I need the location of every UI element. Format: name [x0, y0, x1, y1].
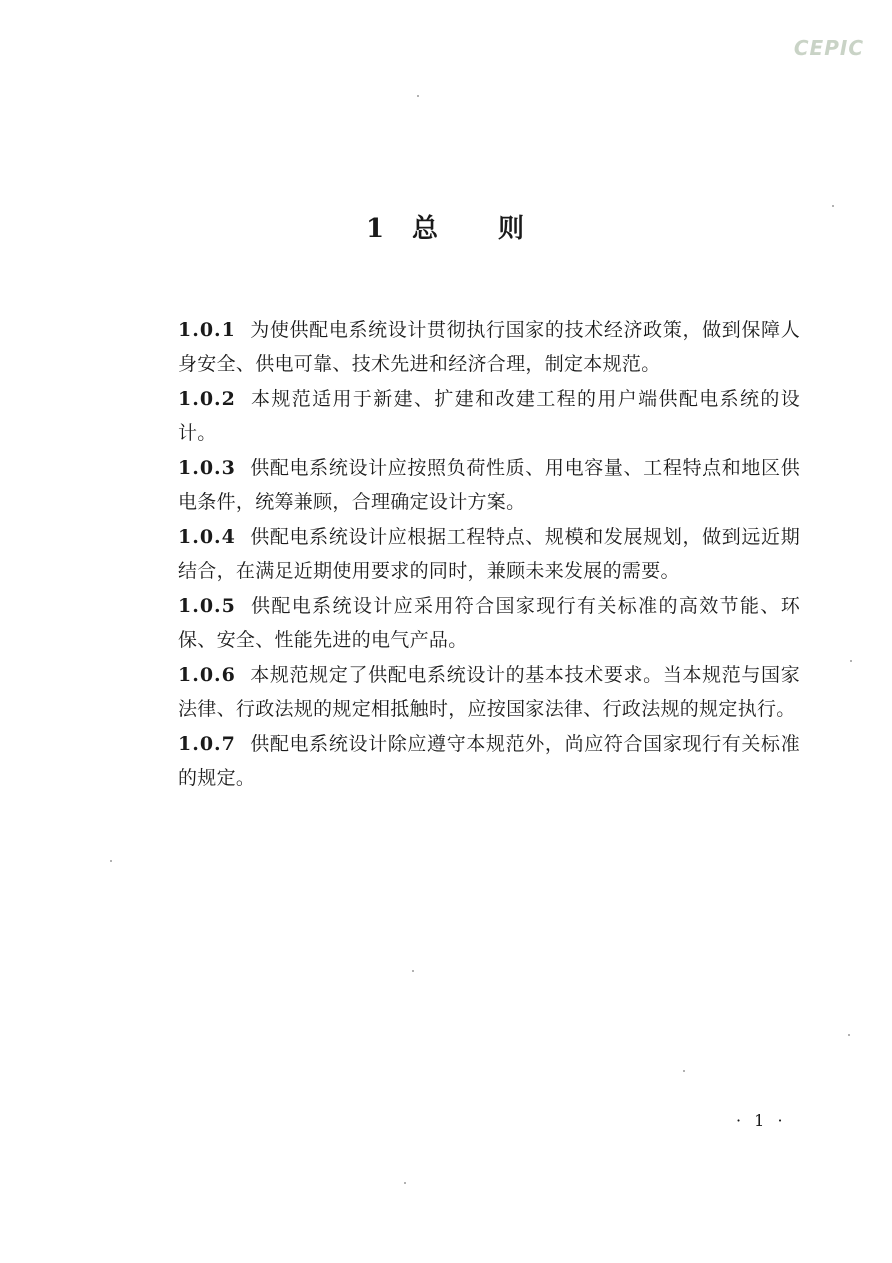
clause-number: 1.0.4 [178, 526, 236, 548]
clause-text: 供配电系统设计应采用符合国家现行有关标准的高效节能、环保、安全、性能先进的电气产品。 [178, 595, 800, 651]
scan-speck [683, 1070, 685, 1072]
clause-text: 供配电系统设计除应遵守本规范外，尚应符合国家现行有关标准的规定。 [178, 733, 800, 789]
clause-number: 1.0.2 [178, 388, 236, 410]
scan-speck [850, 660, 852, 662]
scan-speck [404, 1182, 406, 1184]
chapter-title [0, 208, 892, 245]
clause [178, 451, 800, 519]
chapter-number: 1 [365, 214, 387, 244]
clause-number: 1.0.6 [178, 664, 236, 686]
chapter-body [178, 313, 800, 796]
scan-speck [110, 860, 112, 862]
clause-text: 本规范适用于新建、扩建和改建工程的用户端供配电系统的设计。 [178, 388, 800, 444]
clause [178, 727, 800, 795]
chapter-title-part2: 则 [498, 214, 527, 244]
clause-text: 为使供配电系统设计贯彻执行国家的技术经济政策，做到保障人身安全、供电可靠、技术先进和经济合理，制定本规范。 [178, 319, 800, 375]
clause-number: 1.0.7 [178, 733, 236, 755]
clause [178, 658, 800, 726]
clause [178, 382, 800, 450]
clause-number: 1.0.1 [178, 319, 236, 341]
clause [178, 520, 800, 588]
clause [178, 589, 800, 657]
clause-number: 1.0.5 [178, 595, 236, 617]
clause-text: 供配电系统设计应根据工程特点、规模和发展规划，做到远近期结合，在满足近期使用要求的同时，兼顾未来发展的需要。 [178, 526, 800, 582]
chapter-title-part1: 总 [412, 214, 441, 244]
scan-speck [832, 205, 834, 207]
scan-speck [412, 970, 414, 972]
clause [178, 313, 800, 381]
clause-number: 1.0.3 [178, 457, 236, 479]
publisher-logo: CEPIC [793, 36, 864, 60]
clause-text: 供配电系统设计应按照负荷性质、用电容量、工程特点和地区供电条件，统筹兼顾，合理确定设计方案。 [178, 457, 800, 513]
page-number: · 1 · [736, 1111, 787, 1130]
clause-text: 本规范规定了供配电系统设计的基本技术要求。当本规范与国家法律、行政法规的规定相抵触时，应按国家法律、行政法规的规定执行。 [178, 664, 800, 720]
scan-speck [848, 1034, 850, 1036]
scan-speck [417, 95, 419, 97]
